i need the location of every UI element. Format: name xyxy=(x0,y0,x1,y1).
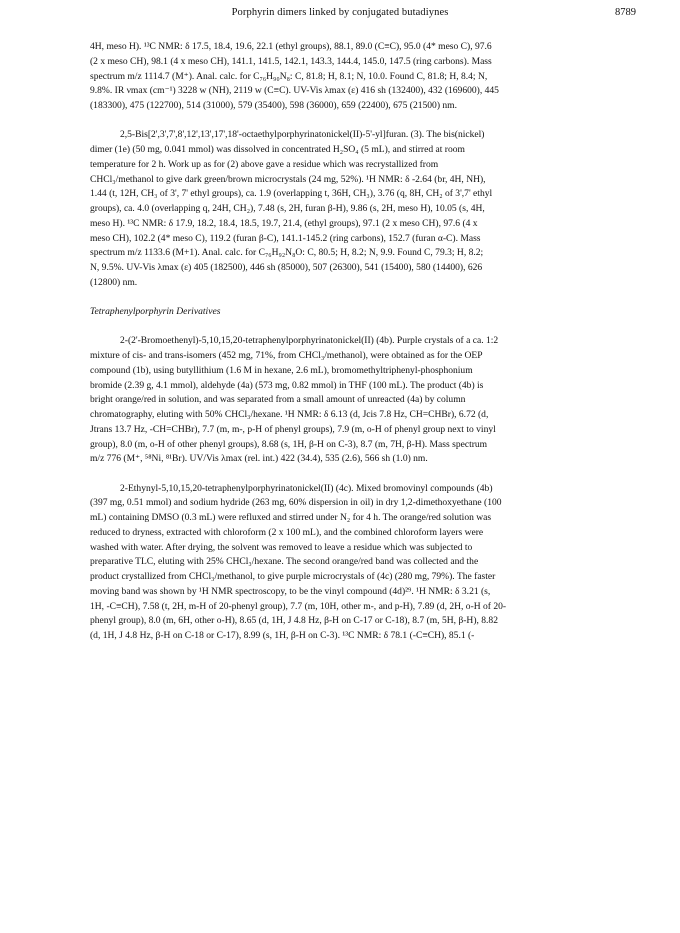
text-line: (d, 1H, J 4.8 Hz, β-H on C-18 or C-17), 8.99 (s, 1H, β-H on C-3). ¹³C NMR: δ 78.1 (-C≡CH), 85.1 (- xyxy=(90,630,475,641)
text-line: 2-Ethynyl-5,10,15,20-tetraphenylporphyrinatonickel(II) (4c). Mixed bromovinyl compounds (4b) xyxy=(120,482,493,494)
text-line: dimer (1e) (50 mg, 0.041 mmol) was dissolved in concentrated H₂SO₄ (5 mL), and stirred at room xyxy=(90,144,465,155)
text-line: phenyl group), 8.0 (m, 6H, other o-H), 8.65 (d, 1H, J 4.8 Hz, β-H on C-17 or C-18), 8.7 (m, 5H, β-H), 8.82 xyxy=(90,615,498,627)
text-line: bromide (2.39 g, 4.1 mmol), aldehyde (4a) (573 mg, 0.82 mmol) in THF (100 mL). The product (4b) is xyxy=(90,379,484,391)
text-line: mL) containing DMSO (0.3 mL) were refluxed and stirred under N₂ for 4 h. The orange/red solution was xyxy=(90,512,492,523)
paragraph-dimer-characterization xyxy=(90,40,630,114)
text-line: 2-(2'-Bromoethenyl)-5,10,15,20-tetraphenylporphyrinatonickel(II) (4b). Purple crystals of a ca. 1:2 xyxy=(120,335,499,347)
text-line: temperature for 2 h. Work up as for (2) above gave a residue which was recrystallized from xyxy=(90,158,439,170)
paragraph-bromoethenyl-compound xyxy=(90,334,630,467)
text-line: preparative TLC, eluting with 25% CHCl₃/hexane. The second orange/red band was collected and the xyxy=(90,556,479,568)
text-line: CHCl₃/methanol to give dark green/brown microcrystals (24 mg, 52%). ¹H NMR: δ -2.64 (br, 4H, NH), xyxy=(90,173,486,185)
text-line: (183300), 475 (122700), 514 (31000), 579 (35400), 598 (36000), 659 (22400), 675 (21500) nm. xyxy=(90,100,457,111)
text-line: spectrum m/z 1114.7 (M⁺). Anal. calc. for C₇₆H₉₀N₈: C, 81.8; H, 8.1; N, 10.0. Found C, 81.8; H, 8.4; N, xyxy=(90,70,488,82)
page-header xyxy=(0,7,680,23)
text-line: groups), ca. 4.0 (overlapping q, 24H, CH₂), 7.48 (s, 2H, furan β-H), 9.86 (s, 2H, meso H), 10.05 (s, 4H, xyxy=(90,203,485,214)
text-line: Jtrans 13.7 Hz, -CH=CHBr), 7.7 (m, m-, p-H of phenyl groups), 7.9 (m, o-H of phenyl group next to vinyl xyxy=(90,423,496,435)
running-title: Porphyrin dimers linked by conjugated butadiynes xyxy=(231,7,449,18)
text-line: mixture of cis- and trans-isomers (452 mg, 71%, from CHCl₃/methanol), were obtained as for the OEP xyxy=(90,350,483,361)
text-line: (397 mg, 0.51 mmol) and sodium hydride (263 mg, 60% dispersion in oil) in dry 1,2-dimethoxyethane (100 xyxy=(90,497,502,509)
paragraph-ethynyl-compound xyxy=(90,482,630,644)
page-body xyxy=(90,40,630,644)
text-line: N, 9.5%. UV-Vis λmax (ε) 405 (182500), 446 sh (85000), 507 (26300), 541 (15400), 580 (14400), 626 xyxy=(90,262,483,273)
section-heading: Tetraphenylporphyrin Derivatives xyxy=(90,306,221,317)
page-number: 8789 xyxy=(615,7,636,18)
text-line: 4H, meso H). ¹³C NMR: δ 17.5, 18.4, 19.6, 22.1 (ethyl groups), 88.1, 89.0 (C≡C), 95.0 (4* meso C), 97.6 xyxy=(90,41,492,52)
text-line: (12800) nm. xyxy=(90,276,138,288)
text-line: meso H). ¹³C NMR: δ 17.9, 18.2, 18.4, 18.5, 19.7, 21.4, (ethyl groups), 97.1 (2 x meso CH), 97.6 (4 x xyxy=(90,217,478,229)
paragraph-furan-compound xyxy=(90,128,630,290)
text-line: group), 8.0 (m, o-H of other phenyl groups), 8.68 (s, 1H, β-H on C-3), 8.7 (m, 7H, β-H). Mass spectrum xyxy=(90,438,488,450)
text-line: meso CH), 102.2 (4* meso C), 119.2 (furan β-C), 141.1-145.2 (ring carbons), 152.7 (furan α-C). Mass xyxy=(90,232,481,244)
text-line: spectrum m/z 1133.6 (M+1). Anal. calc. for C₇₆H₉₂N₈O: C, 80.5; H, 8.2; N, 9.9. Found C, 79.3; H, 8.2; xyxy=(90,247,484,259)
text-line: 9.8%. IR νmax (cm⁻¹) 3228 w (NH), 2119 w (C≡C). UV-Vis λmax (ε) 416 sh (132400), 432 (169600), 445 xyxy=(90,85,499,97)
text-line: product crystallized from CHCl₃/methanol, to give purple microcrystals of (4c) (280 mg, 79%). The faster xyxy=(90,571,496,582)
text-line: reduced to dryness, extracted with chloroform (2 x 100 mL), and the combined chloroform layers were xyxy=(90,526,484,538)
text-line: 2,5-Bis[2',3',7',8',12',13',17',18'-octaethylporphyrinatonickel(II)-5'-yl]furan. (3). The bis(nickel) xyxy=(120,129,485,141)
text-line: moving band was shown by ¹H NMR spectroscopy, to be the vinyl compound (4d)²⁹. ¹H NMR: δ 3.21 (s, xyxy=(90,585,491,597)
text-line: bright orange/red in solution, and was separated from a small amount of unreacted (4a) by column xyxy=(90,394,466,406)
text-line: 1H, -C≡CH), 7.58 (t, 2H, m-H of 20-phenyl group), 7.7 (m, 10H, other m-, and p-H), 7.89 (d, 2H, o-H of 20- xyxy=(90,600,507,612)
text-line: m/z 776 (M⁺, ⁵⁸Ni, ⁸¹Br). UV/Vis λmax (rel. int.) 422 (34.4), 535 (2.6), 566 sh (1.0) nm. xyxy=(90,453,428,465)
text-line: (2 x meso CH), 98.1 (4 x meso CH), 141.1, 141.5, 142.1, 143.3, 144.4, 145.0, 147.5 (ring carbons). Mass xyxy=(90,55,492,67)
text-line: washed with water. After drying, the solvent was removed to leave a residue which was subjected to xyxy=(90,541,473,553)
text-line: chromatography, eluting with 50% CHCl₃/hexane. ¹H NMR: δ 6.13 (d, Jcis 7.8 Hz, CH=CHBr), 6.72 (d, xyxy=(90,409,489,420)
text-line: 1.44 (t, 12H, CH₃ of 3', 7' ethyl groups), ca. 1.9 (overlapping t, 36H, CH₃), 3.76 (q, 8H, CH₂ of 3',7' ethyl xyxy=(90,188,493,200)
text-line: compound (1b), using butyllithium (1.6 M in hexane, 2.6 mL), bromomethyltriphenyl-phosphonium xyxy=(90,364,473,376)
